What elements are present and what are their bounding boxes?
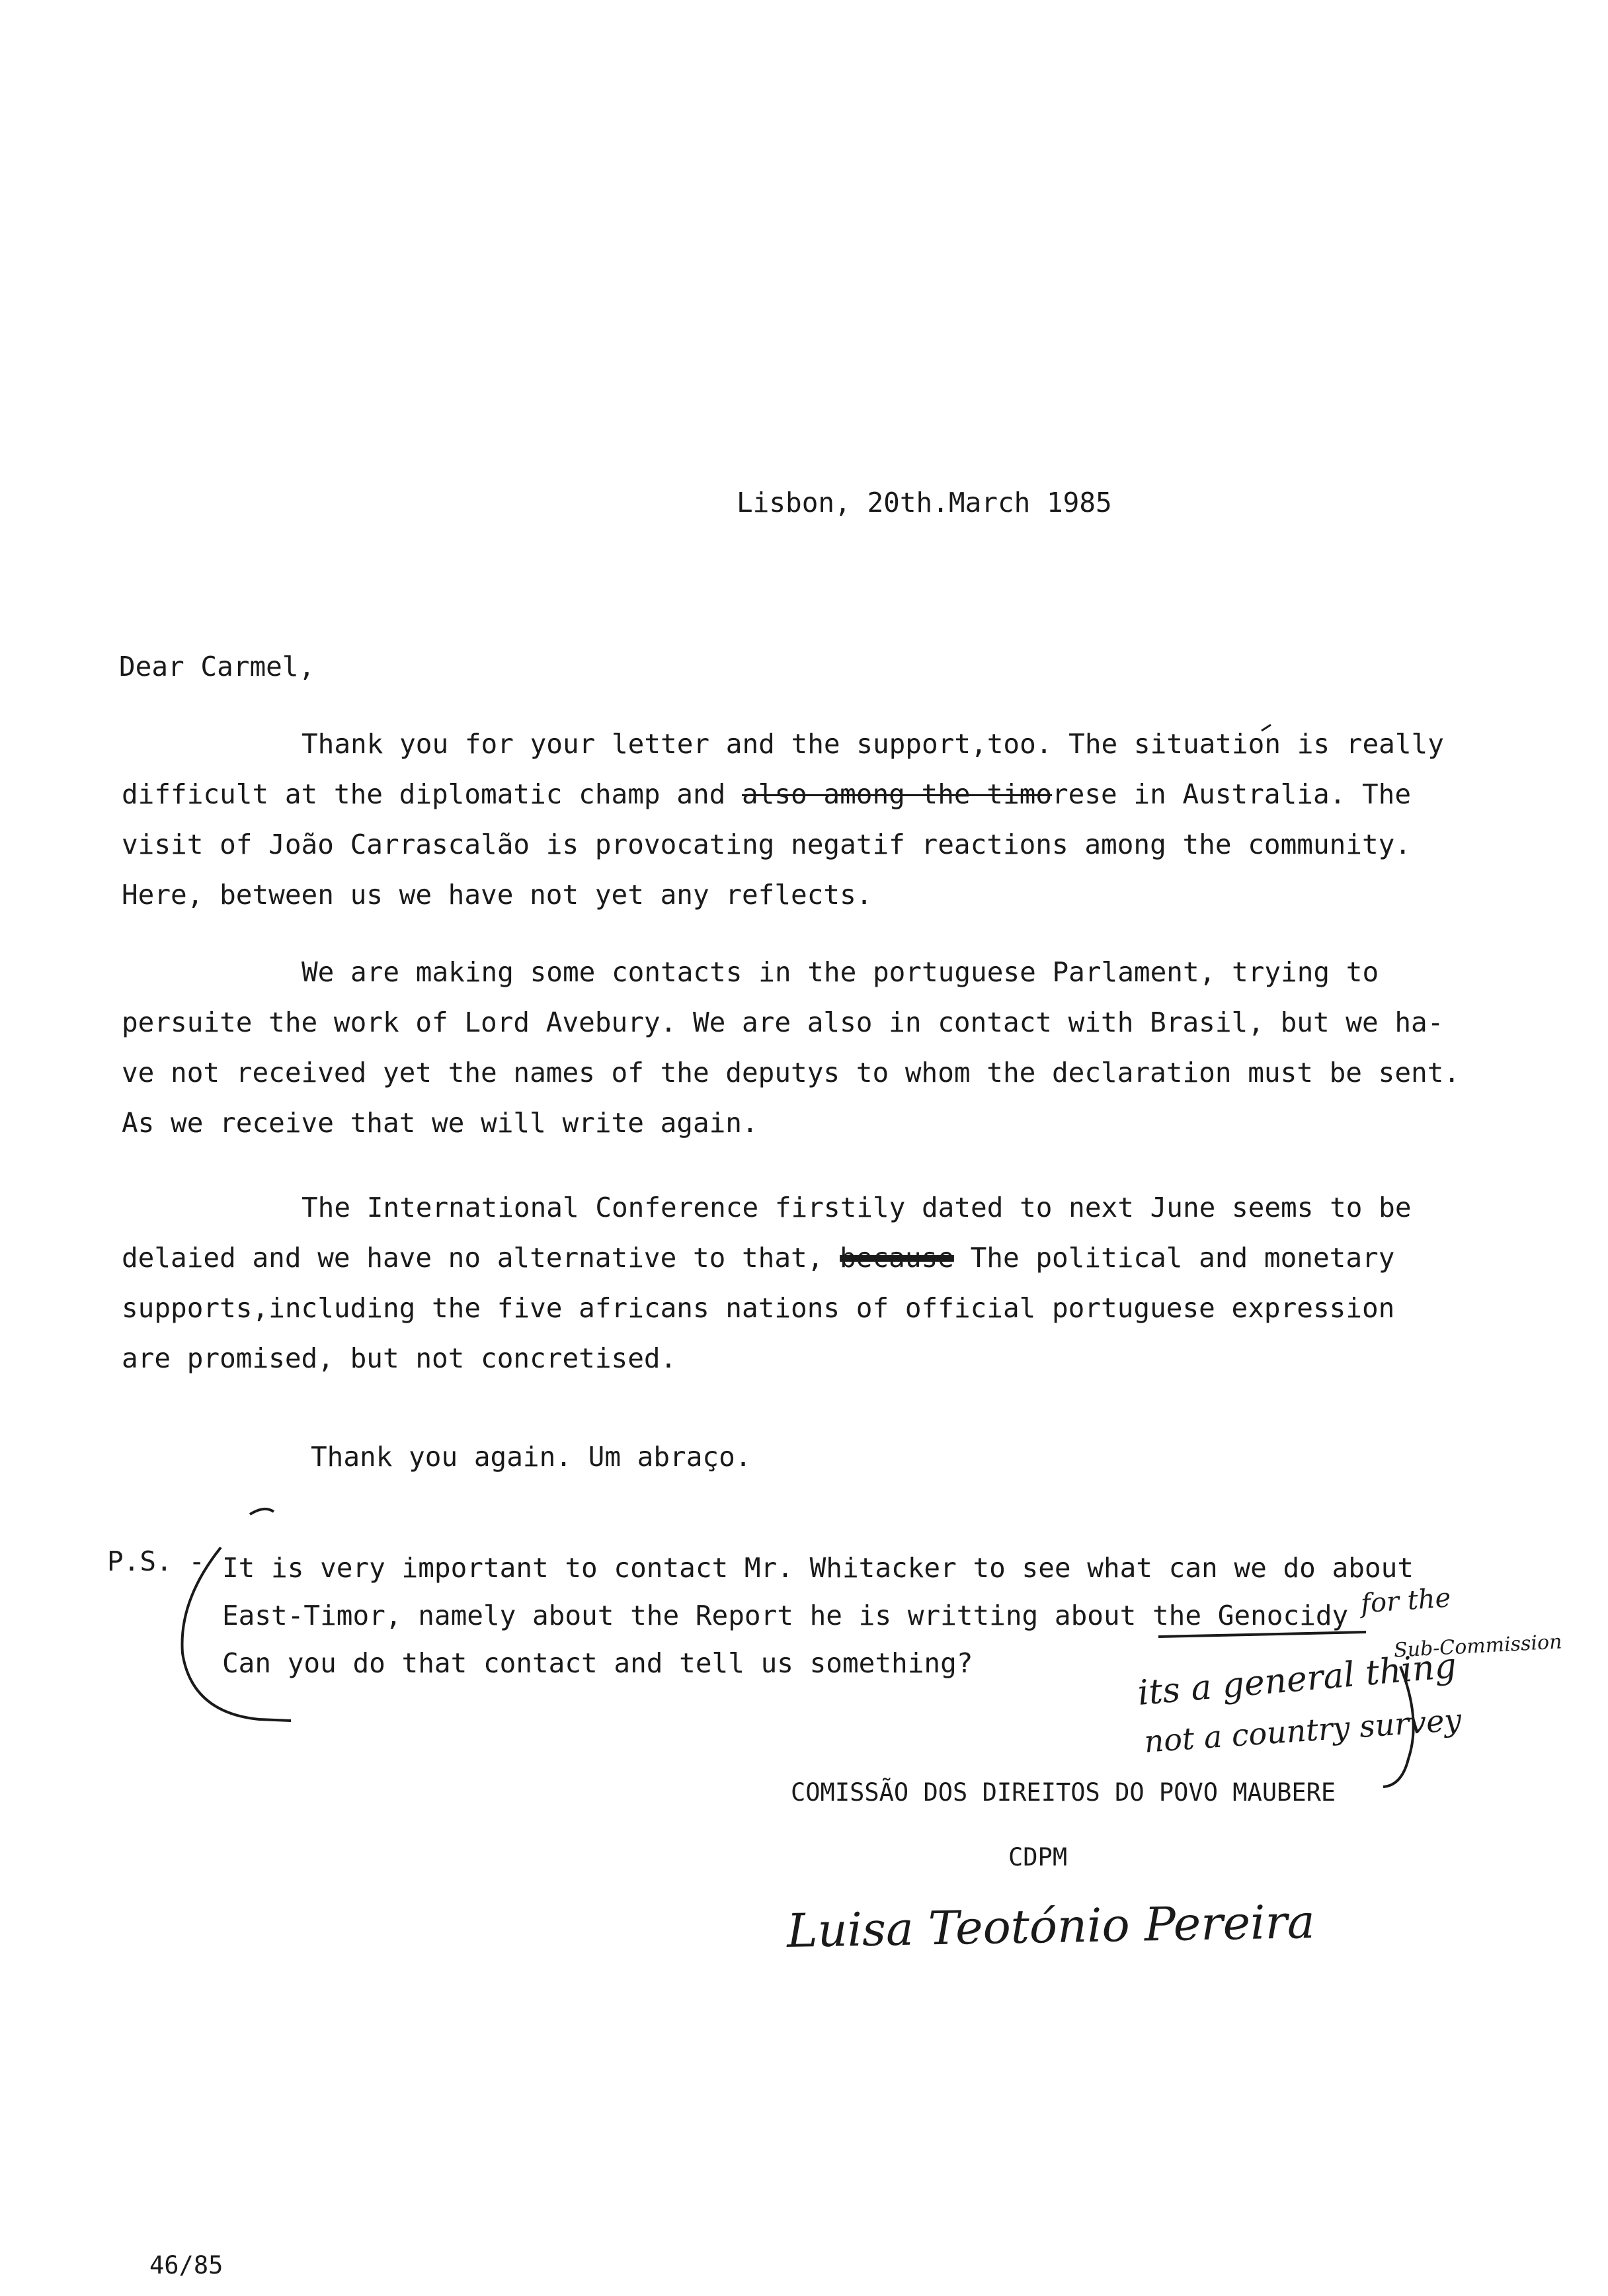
postscript-line-1: It is very important to contact Mr. Whitacker to see what can we do about (222, 1552, 1414, 1584)
sender-abbreviation: CDPM (1008, 1843, 1068, 1871)
dateline: Lisbon, 20th.March 1985 (737, 487, 1112, 518)
paragraph-3-line-3: supports,including the five africans nations of official portuguese expression (122, 1292, 1395, 1324)
ps-label: P.S. - (107, 1545, 206, 1577)
salutation: Dear Carmel, (119, 651, 315, 682)
paragraph-2-line-2: persuite the work of Lord Avebury. We are also in contact with Brasil, but we ha- (122, 1006, 1444, 1038)
struck-text: also among the timo (742, 778, 1052, 810)
paragraph-3-line-4: are promised, but not concretised. (122, 1342, 677, 1374)
paragraph-2 (122, 947, 1484, 1148)
handwritten-note-line-1: for the (1359, 1582, 1452, 1620)
paragraph-2-line-3: ve not received yet the names of the deputys to whom the declaration must be sent. (122, 1057, 1461, 1088)
paragraph-3-line-2: delaied and we have no alternative to that, because The political and monetary (122, 1233, 1484, 1283)
handwritten-note-line-3: its a general thing (1136, 1646, 1459, 1713)
page-reference: 46/85 (149, 2251, 223, 2279)
handwritten-note-line-2: Sub-Commission (1393, 1630, 1563, 1662)
paragraph-3-line-1: The International Conference firstily dated to next June seems to be (302, 1192, 1412, 1223)
paragraph-2-line-4: As we receive that we will write again. (122, 1107, 758, 1139)
signature: Luisa Teotónio Pereira (786, 1895, 1316, 1958)
sender-organization: COMISSÃO DOS DIREITOS DO POVO MAUBERE (791, 1778, 1336, 1807)
paragraph-1-line-3: visit of João Carrascalão is provocating negatif reactions among the community. (122, 829, 1412, 860)
postscript-line-2: East-Timor, namely about the Report he is writting about the Genocidy (222, 1600, 1349, 1631)
paragraph-1 (122, 719, 1484, 920)
paragraph-1-line-2: difficult at the diplomatic champ and also among the timorese in Australia. The (122, 778, 1412, 810)
paragraph-1-line-1: Thank you for your letter and the support,too. The situation is really (302, 728, 1444, 760)
paragraph-2-line-1: We are making some contacts in the portuguese Parlament, trying to (302, 956, 1379, 988)
blotted-text: because (840, 1242, 954, 1274)
ps-bracket-mark (250, 1509, 274, 1514)
paragraph-1-line-4: Here, between us we have not yet any reflects. (122, 879, 873, 911)
handwritten-note-line-4: not a country survey (1143, 1702, 1463, 1760)
paragraph-3 (122, 1182, 1484, 1383)
postscript-line-3: Can you do that contact and tell us something? (222, 1647, 973, 1679)
closing-line: Thank you again. Um abraço. (311, 1441, 752, 1473)
